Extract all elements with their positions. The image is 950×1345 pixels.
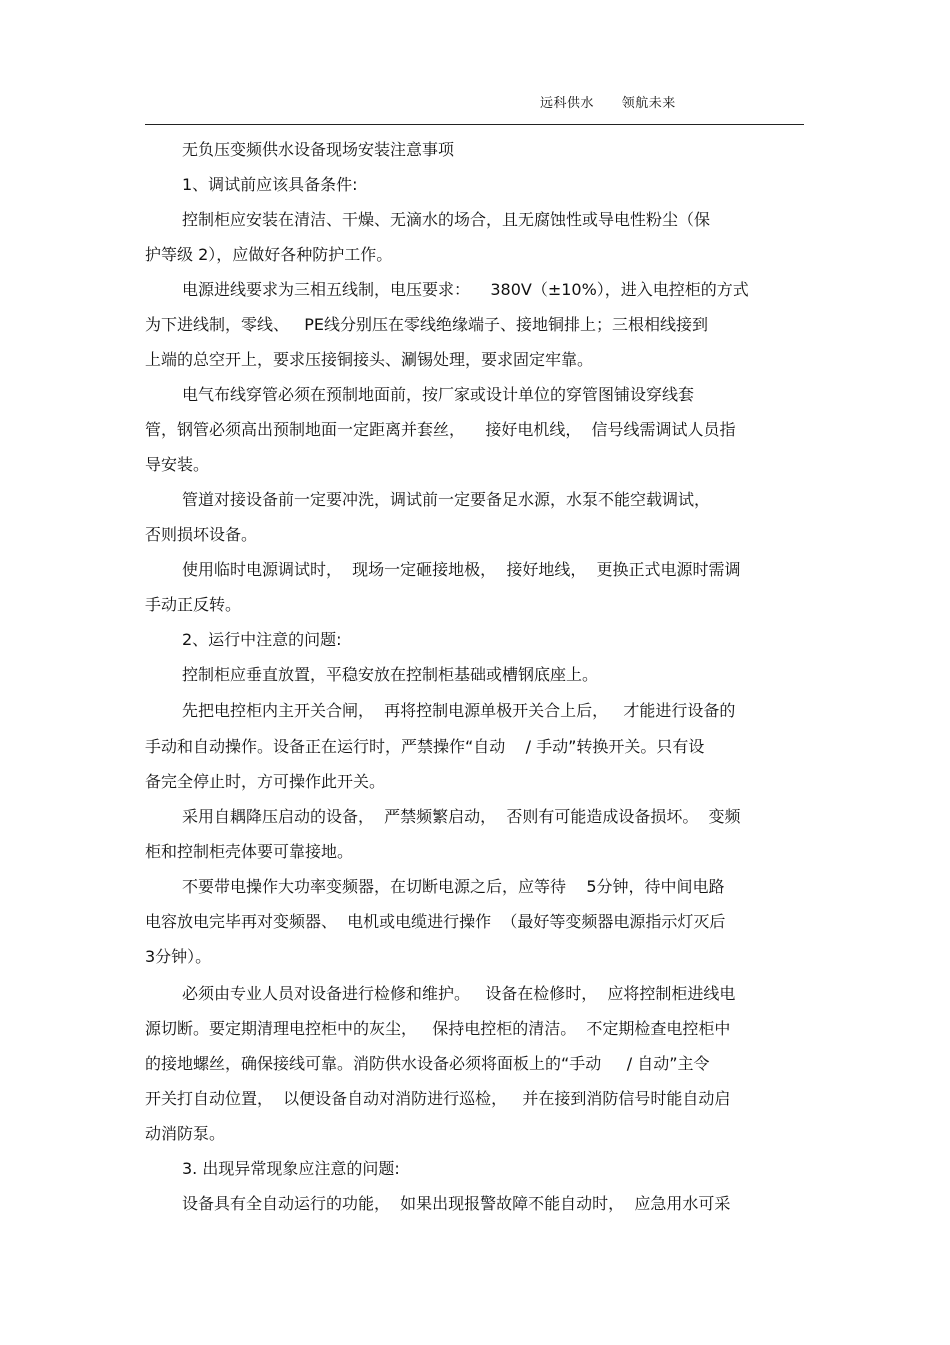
- header-divider: [145, 124, 804, 125]
- text-line: 采用自耦降压启动的设备， 严禁频繁启动， 否则有可能造成设备损坏。 变频: [182, 807, 741, 826]
- text-line: 电源进线要求为三相五线制，电压要求： 380V（±10%），进入电控柜的方式: [182, 280, 749, 299]
- text-line: 1、调试前应该具备条件:: [182, 175, 358, 194]
- text-line: 管道对接设备前一定要冲洗，调试前一定要备足水源，水泵不能空载调试，: [182, 490, 711, 509]
- text-line: 导安装。: [145, 455, 210, 474]
- text-line: 开关打自动位置， 以便设备自动对消防进行巡检， 并在接到消防信号时能自动启: [145, 1089, 731, 1108]
- text-line: 3. 出现异常现象应注意的问题:: [182, 1159, 400, 1178]
- text-line: 3分钟）。: [145, 947, 212, 966]
- text-line: 护等级 2），应做好各种防护工作。: [145, 245, 393, 264]
- text-line: 2、运行中注意的问题:: [182, 630, 342, 649]
- text-line: 控制柜应安装在清洁、干燥、无滴水的场合，且无腐蚀性或导电性粉尘（保: [182, 210, 711, 229]
- text-line: 手动正反转。: [145, 595, 242, 614]
- text-line: 手动和自动操作。设备正在运行时，严禁操作“自动 / 手动”转换开关。只有设: [145, 737, 705, 756]
- text-line: 电容放电完毕再对变频器、 电机或电缆进行操作 （最好等变频器电源指示灯灭后: [145, 912, 726, 931]
- text-line: 备完全停止时，方可操作此开关。: [145, 772, 386, 791]
- text-line: 上端的总空开上，要求压接铜接头、涮锡处理，要求固定牢靠。: [145, 350, 594, 369]
- header-slogan: 远科供水 领航未来: [540, 96, 676, 111]
- text-line: 动消防泵。: [145, 1124, 226, 1143]
- text-line: 柜和控制柜壳体要可靠接地。: [145, 842, 354, 861]
- text-line: 使用临时电源调试时， 现场一定砸接地极， 接好地线， 更换正式电源时需调: [182, 560, 741, 579]
- text-line: 不要带电操作大功率变频器，在切断电源之后，应等待 5分钟，待中间电路: [182, 877, 725, 896]
- text-line: 为下进线制，零线、 PE线分别压在零线绝缘端子、接地铜排上；三根相线接到: [145, 315, 709, 334]
- text-line: 控制柜应垂直放置，平稳安放在控制柜基础或槽钢底座上。: [182, 665, 599, 684]
- text-line: 源切断。要定期清理电控柜中的灰尘， 保持电控柜的清洁。 不定期检查电控柜中: [145, 1019, 731, 1038]
- text-line: 先把电控柜内主开关合闸， 再将控制电源单极开关合上后， 才能进行设备的: [182, 701, 736, 720]
- text-line: 的接地螺丝，确保接线可靠。消防供水设备必须将面板上的“手动 / 自动”主令: [145, 1054, 710, 1073]
- text-line: 否则损坏设备。: [145, 525, 258, 544]
- text-line: 必须由专业人员对设备进行检修和维护。 设备在检修时， 应将控制柜进线电: [182, 984, 736, 1003]
- document-title: 无负压变频供水设备现场安装注意事项: [182, 140, 455, 159]
- text-line: 管，钢管必须高出预制地面一定距离并套丝， 接好电机线， 信号线需调试人员指: [145, 420, 736, 439]
- text-line: 电气布线穿管必须在预制地面前，按厂家或设计单位的穿管图铺设穿线套: [182, 385, 695, 404]
- text-line: 设备具有全自动运行的功能， 如果出现报警故障不能自动时， 应急用水可采: [182, 1194, 731, 1213]
